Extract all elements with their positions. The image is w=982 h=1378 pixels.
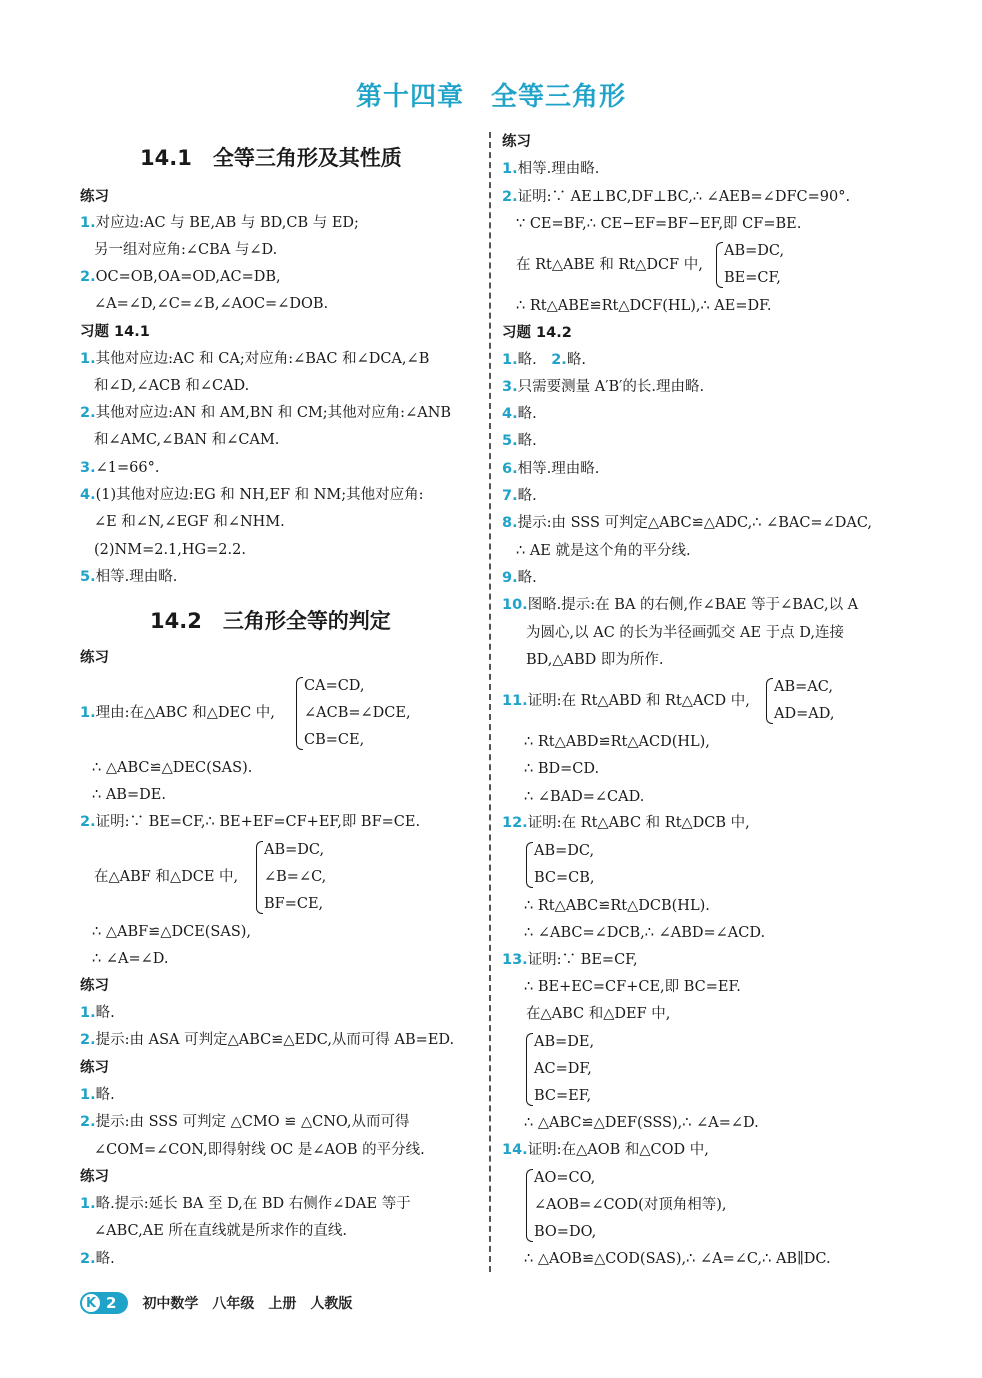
list-item: 2.OC=OB,OA=OD,AC=DB, bbox=[80, 269, 281, 285]
list-item: 1.略. bbox=[80, 1005, 115, 1021]
item-number: 13. bbox=[502, 952, 528, 968]
list-item-cont: ∴ AE 就是这个角的平分线. bbox=[516, 543, 691, 559]
exercise-heading: 练习 bbox=[80, 1169, 109, 1185]
list-item-cont: ∴ △ABF≌△DCE(SAS), bbox=[92, 924, 252, 940]
item-number: 5. bbox=[80, 569, 96, 585]
item-number: 11. bbox=[502, 693, 528, 709]
item-number: 1. bbox=[80, 705, 96, 721]
item-number: 1. bbox=[80, 215, 96, 231]
list-item-cont: 在△ABF 和△DCE 中, bbox=[94, 869, 239, 885]
list-item: 8.提示:由 SSS 可判定△ABC≌△ADC,∴ ∠BAC=∠DAC, bbox=[502, 515, 873, 531]
item-number: 4. bbox=[80, 487, 96, 503]
k-logo-icon: K bbox=[82, 1294, 100, 1312]
exercise-heading: 练习 bbox=[80, 978, 109, 994]
list-item-cont: ∠ABC,AE 所在直线就是所求作的直线. bbox=[94, 1223, 348, 1239]
problems-heading: 习题 14.2 bbox=[502, 325, 572, 341]
list-item-cont: ∴ Rt△ABC≌Rt△DCB(HL). bbox=[524, 898, 710, 914]
list-item-cont: ∴ BD=CD. bbox=[524, 761, 600, 777]
brace-icon bbox=[526, 1033, 533, 1106]
list-item: 9.略. bbox=[502, 570, 537, 586]
list-item: 12.证明:在 Rt△ABC 和 Rt△DCB 中, bbox=[502, 815, 750, 831]
item-number: 6. bbox=[502, 461, 518, 477]
list-item-cont: (2)NM=2.1,HG=2.2. bbox=[94, 542, 246, 558]
item-number: 2. bbox=[502, 189, 518, 205]
list-item-cont: ∴ AB=DE. bbox=[92, 787, 166, 803]
list-item-cont: 在△ABC 和△DEF 中, bbox=[526, 1006, 671, 1022]
brace-icon bbox=[296, 677, 303, 750]
list-item: 11.证明:在 Rt△ABD 和 Rt△ACD 中, bbox=[502, 693, 750, 709]
item-number: 1. bbox=[80, 351, 96, 367]
list-item: 4.(1)其他对应边:EG 和 NH,EF 和 NM;其他对应角: bbox=[80, 487, 424, 503]
item-number: 12. bbox=[502, 815, 528, 831]
brace-icon bbox=[526, 1169, 533, 1242]
book-info: 初中数学 八年级 上册 人教版 bbox=[142, 1296, 353, 1312]
list-item: 5.略. bbox=[502, 433, 537, 449]
item-number: 7. bbox=[502, 488, 518, 504]
item-number: 2. bbox=[80, 814, 96, 830]
column-divider bbox=[489, 132, 491, 1272]
item-number: 3. bbox=[502, 379, 518, 395]
item-number: 2. bbox=[80, 269, 96, 285]
list-item: 2.略. bbox=[80, 1251, 115, 1267]
brace-icon bbox=[526, 842, 533, 888]
brace-icon bbox=[716, 242, 723, 288]
item-number: 2. bbox=[80, 405, 96, 421]
item-number: 2. bbox=[80, 1114, 96, 1130]
list-item-cont: ∴ △ABC≌△DEC(SAS). bbox=[92, 760, 253, 776]
page-number: 2 bbox=[106, 1294, 117, 1312]
list-item: 7.略. bbox=[502, 488, 537, 504]
list-item-cont: ∴ Rt△ABE≌Rt△DCF(HL),∴ AE=DF. bbox=[516, 298, 772, 314]
list-item: 1.略. bbox=[80, 1087, 115, 1103]
list-item: 2.证明:∵ BE=CF,∴ BE+EF=CF+EF,即 BF=CE. bbox=[80, 814, 421, 830]
list-item: 2.提示:由 ASA 可判定△ABC≌△EDC,从而可得 AB=ED. bbox=[80, 1032, 455, 1048]
section-14-1-title: 14.1 全等三角形及其性质 bbox=[140, 146, 402, 170]
list-item-cont: ∴ ∠A=∠D. bbox=[92, 951, 169, 967]
list-item-cont: ∴ BE+EC=CF+CE,即 BC=EF. bbox=[524, 979, 741, 995]
brace-icon bbox=[766, 678, 773, 724]
chapter-title: 第十四章 全等三角形 bbox=[355, 82, 626, 112]
list-item-cont: ∴ △AOB≌△COD(SAS),∴ ∠A=∠C,∴ AB∥DC. bbox=[524, 1251, 831, 1267]
list-item: 10.图略.提示:在 BA 的右侧,作∠BAE 等于∠BAC,以 A bbox=[502, 597, 859, 613]
item-number: 1. bbox=[502, 161, 518, 177]
list-item: 14.证明:在△AOB 和△COD 中, bbox=[502, 1142, 709, 1158]
item-number: 1. bbox=[80, 1087, 96, 1103]
item-number: 14. bbox=[502, 1142, 528, 1158]
list-item: 3.只需要测量 A′B′的长.理由略. bbox=[502, 379, 705, 395]
page-badge bbox=[80, 1292, 128, 1314]
page-footer bbox=[80, 1291, 352, 1315]
list-item: 1.其他对应边:AC 和 CA;对应角:∠BAC 和∠DCA,∠B bbox=[80, 351, 430, 367]
list-item-cont: ∴ △ABC≌△DEF(SSS),∴ ∠A=∠D. bbox=[524, 1115, 759, 1131]
item-number: 5. bbox=[502, 433, 518, 449]
list-item: 1.略. 2.略. bbox=[502, 352, 586, 368]
exercise-heading: 练习 bbox=[80, 1060, 109, 1076]
list-item: 1.相等.理由略. bbox=[502, 161, 600, 177]
list-item: 13.证明:∵ BE=CF, bbox=[502, 952, 638, 968]
list-item: 5.相等.理由略. bbox=[80, 569, 178, 585]
list-item-cont: ∵ CE=BF,∴ CE−EF=BF−EF,即 CF=BE. bbox=[516, 216, 802, 232]
item-number: 1. bbox=[80, 1196, 96, 1212]
list-item-cont: ∴ ∠BAD=∠CAD. bbox=[524, 789, 645, 805]
list-item-cont: 另一组对应角:∠CBA 与∠D. bbox=[94, 242, 278, 258]
item-number: 2. bbox=[551, 352, 567, 368]
exercise-heading: 练习 bbox=[80, 650, 109, 666]
list-item-cont: ∴ ∠ABC=∠DCB,∴ ∠ABD=∠ACD. bbox=[524, 925, 766, 941]
list-item: 1.理由:在△ABC 和△DEC 中, bbox=[80, 705, 275, 721]
brace-icon bbox=[256, 841, 263, 914]
item-number: 9. bbox=[502, 570, 518, 586]
list-item: 2.其他对应边:AN 和 AM,BN 和 CM;其他对应角:∠ANB bbox=[80, 405, 452, 421]
list-item: 2.证明:∵ AE⊥BC,DF⊥BC,∴ ∠AEB=∠DFC=90°. bbox=[502, 189, 851, 205]
item-number: 8. bbox=[502, 515, 518, 531]
exercise-heading: 练习 bbox=[80, 189, 109, 205]
list-item: 1.对应边:AC 与 BE,AB 与 BD,CB 与 ED; bbox=[80, 215, 359, 231]
list-item: 6.相等.理由略. bbox=[502, 461, 600, 477]
item-number: 4. bbox=[502, 406, 518, 422]
list-item: 4.略. bbox=[502, 406, 537, 422]
item-number: 1. bbox=[80, 1005, 96, 1021]
list-item-cont: 为圆心,以 AC 的长为半径画弧交 AE 于点 D,连接 bbox=[526, 625, 844, 641]
problems-heading: 习题 14.1 bbox=[80, 324, 150, 340]
list-item-cont: ∠E 和∠N,∠EGF 和∠NHM. bbox=[94, 514, 285, 530]
item-number: 2. bbox=[80, 1251, 96, 1267]
list-item-cont: 在 Rt△ABE 和 Rt△DCF 中, bbox=[516, 257, 703, 273]
list-item-cont: ∴ Rt△ABD≌Rt△ACD(HL), bbox=[524, 734, 710, 750]
list-item-cont: 和∠D,∠ACB 和∠CAD. bbox=[94, 378, 250, 394]
item-number: 1. bbox=[502, 352, 518, 368]
item-number: 2. bbox=[80, 1032, 96, 1048]
list-item: 3.∠1=66°. bbox=[80, 460, 160, 476]
exercise-heading: 练习 bbox=[502, 134, 531, 150]
list-item: 1.略.提示:延长 BA 至 D,在 BD 右侧作∠DAE 等于 bbox=[80, 1196, 411, 1212]
list-item-cont: ∠A=∠D,∠C=∠B,∠AOC=∠DOB. bbox=[94, 296, 329, 312]
item-number: 3. bbox=[80, 460, 96, 476]
list-item: 2.提示:由 SSS 可判定 △CMO ≌ △CNO,从而可得 bbox=[80, 1114, 410, 1130]
list-item-cont: 和∠AMC,∠BAN 和∠CAM. bbox=[94, 432, 280, 448]
list-item-cont: BD,△ABD 即为所作. bbox=[526, 652, 664, 668]
list-item-cont: ∠COM=∠CON,即得射线 OC 是∠AOB 的平分线. bbox=[94, 1142, 425, 1158]
item-number: 10. bbox=[502, 597, 528, 613]
section-14-2-title: 14.2 三角形全等的判定 bbox=[150, 609, 391, 633]
